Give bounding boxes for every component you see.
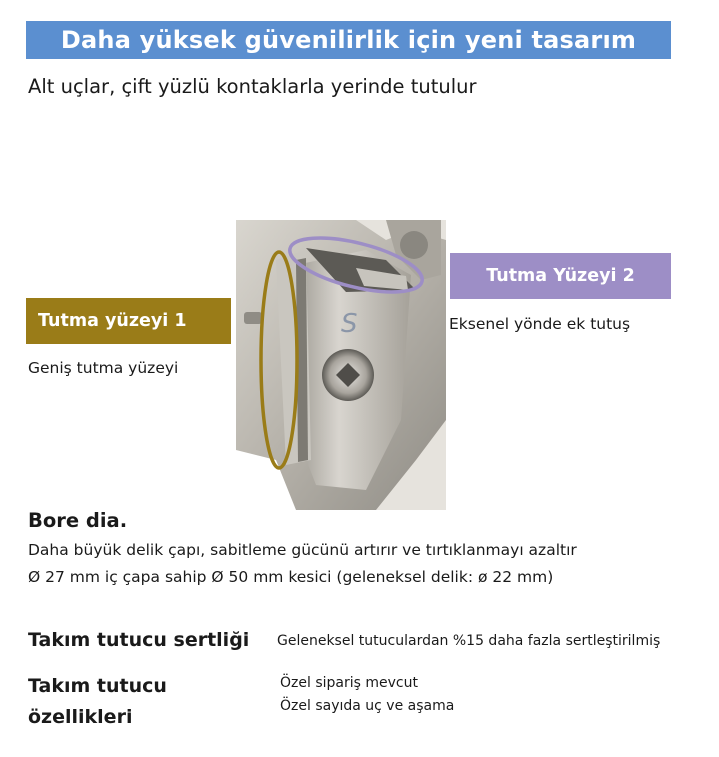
- rigidity-heading: Takım tutucu sertliği: [28, 629, 250, 651]
- banner-title: Daha yüksek güvenilirlik için yeni tasarım: [60, 26, 637, 54]
- surface2-description: Eksenel yönde ek tutuş: [449, 315, 631, 333]
- surface1-label: Tutma yüzeyi 1: [38, 311, 187, 331]
- features-value2: Özel sayıda uç ve aşama: [280, 698, 455, 714]
- surface2-label-box: [450, 253, 671, 299]
- bore-text-line2: Ø 27 mm iç çapa sahip Ø 50 mm kesici (geleneksel delik: ø 22 mm): [28, 568, 554, 586]
- features-heading: [28, 671, 248, 733]
- surface1-label-box: [26, 298, 231, 344]
- rigidity-value: Geleneksel tutuculardan %15 daha fazla sertleştirilmiş: [277, 633, 661, 649]
- surface2-label: Tutma Yüzeyi 2: [486, 266, 635, 286]
- bore-text-line1: Daha büyük delik çapı, sabitleme gücünü artırır ve tırtıklanmayı azaltır: [28, 541, 577, 559]
- bore-heading: Bore dia.: [28, 509, 128, 532]
- features-heading-line2: özellikleri: [28, 706, 133, 728]
- title-banner: [26, 21, 671, 59]
- subtitle: Alt uçlar, çift yüzlü kontaklarla yerinde tutulur: [28, 75, 477, 98]
- tool-holder-photo: [236, 220, 446, 510]
- features-value1: Özel sipariş mevcut: [280, 675, 418, 691]
- features-heading-line1: Takım tutucu: [28, 675, 167, 697]
- svg-text:S: S: [341, 309, 358, 339]
- surface1-description: Geniş tutma yüzeyi: [28, 359, 179, 377]
